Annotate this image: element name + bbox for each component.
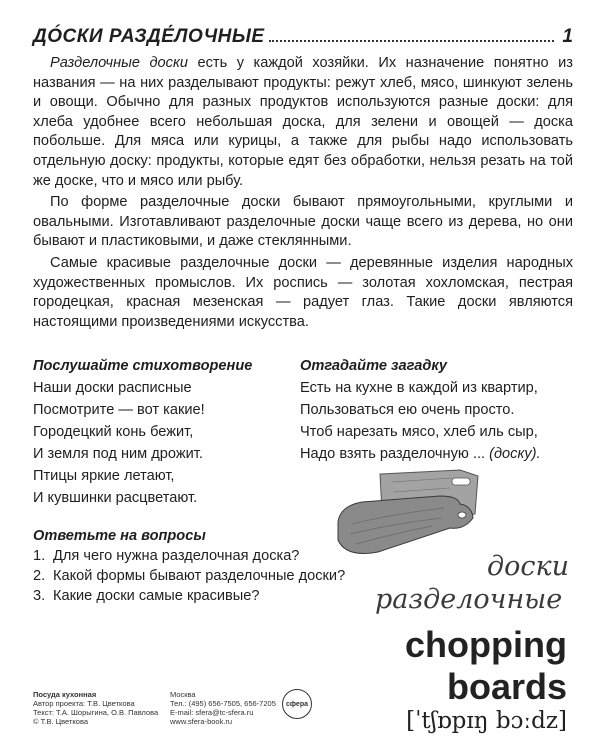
caption-script-line-1: доски — [487, 551, 570, 582]
poem-line: Городецкий конь бежит, — [33, 424, 194, 440]
footer-text-authors: Текст: Т.А. Шорыгина, О.В. Павлова — [33, 708, 159, 717]
footer-site: www.sfera-book.ru — [170, 717, 233, 726]
footer-copyright: © Т.В. Цветкова — [33, 717, 89, 726]
poem-line: Наши доски расписные — [33, 380, 192, 396]
intro-text — [33, 54, 573, 332]
question-text: Для чего нужна разделочная доска? — [53, 548, 300, 564]
footer-email: E-mail: sfera@tc-sfera.ru — [170, 708, 254, 717]
question-number: 2. — [33, 568, 46, 584]
caption-script-line-2: разделочные — [375, 584, 563, 615]
poem-line: Птицы яркие летают, — [33, 468, 175, 484]
question-text: Какие доски самые красивые? — [53, 588, 260, 604]
poem-section — [33, 357, 293, 509]
riddle-section — [300, 357, 585, 465]
intro-paragraph-3: Самые красивые разделочные доски — деревянные изделия народных художественных промыслов. Их роспись — золотая хохломская, пестрая городецкая, красная мезенская — радует глаз. Такие доски являются настоящими произведениями искусства. — [33, 254, 573, 330]
poem-line: И земля под ним дрожит. — [33, 446, 203, 462]
poem-title: Послушайте стихотворение — [33, 358, 253, 374]
question-item — [33, 546, 393, 566]
publisher-logo-text: сфера — [286, 700, 308, 708]
riddle-title: Отгадайте загадку — [300, 358, 448, 374]
intro-paragraph-2: По форме разделочные доски бывают прямоугольными, круглыми и овальными. Изготавливают разделочные доски чаще всего из дерева, но они бывают и пластиковыми, и даже стеклянными. — [33, 194, 573, 250]
riddle-line: Есть на кухне в каждой из квартир, — [300, 380, 538, 396]
riddle-last-text: Надо взять разделочную ... — [300, 446, 490, 462]
title-leader-dots — [269, 40, 555, 42]
footer-credits — [33, 690, 158, 726]
question-number: 1. — [33, 548, 46, 564]
questions-title: Ответьте на вопросы — [33, 528, 206, 544]
page-number: 1 — [562, 26, 573, 47]
caption-transcription: [ˈtʃɒpɪŋ bɔːdz] — [406, 708, 567, 734]
footer-city: Москва — [170, 690, 196, 699]
question-item — [33, 566, 393, 586]
question-text: Какой формы бывают разделочные доски? — [53, 568, 346, 584]
question-item — [33, 586, 393, 606]
page-title: ДÓСКИ РАЗДЕ́ЛОЧНЫЕ — [33, 26, 265, 47]
publisher-logo — [282, 689, 312, 719]
intro-paragraph-1 — [33, 54, 573, 191]
intro-lead: Разделочные доски — [50, 55, 188, 71]
riddle-line: Пользоваться ею очень просто. — [300, 402, 515, 418]
footer-contacts — [170, 690, 276, 726]
footer-phone: Тел.: (495) 656-7505, 656-7205 — [170, 699, 276, 708]
poem-line: Посмотрите — вот какие! — [33, 402, 205, 418]
poem-line: И кувшинки расцветают. — [33, 490, 198, 506]
intro-p1-rest: есть у каждой хозяйки. Их назначение понятно из названия — на них разделывают продукты: режут хлеб, мясо, шинкуют зелень и овощи. Обычно для разных продуктов используются разные доски: для хлеба удобнее всего небольшая доска, для зелени и овощей — доска побольше. Для мяса или курицы, а также для рыбы надо использовать отдельную доску: продукты, которые едят без обработки, нельзя резать на той же доске, что и мясо или рыбу. — [33, 55, 573, 189]
question-number: 3. — [33, 588, 46, 604]
caption-english-line-2: boards — [446, 666, 567, 707]
page-header — [33, 20, 573, 48]
footer-series: Посуда кухонная — [33, 690, 97, 699]
footer-author: Автор проекта: Т.В. Цветкова — [33, 699, 135, 708]
questions-section — [33, 527, 393, 606]
riddle-answer: (доску). — [489, 446, 541, 462]
caption-english-line-1: chopping — [405, 624, 567, 665]
riddle-line: Чтоб нарезать мясо, хлеб иль сыр, — [300, 424, 538, 440]
